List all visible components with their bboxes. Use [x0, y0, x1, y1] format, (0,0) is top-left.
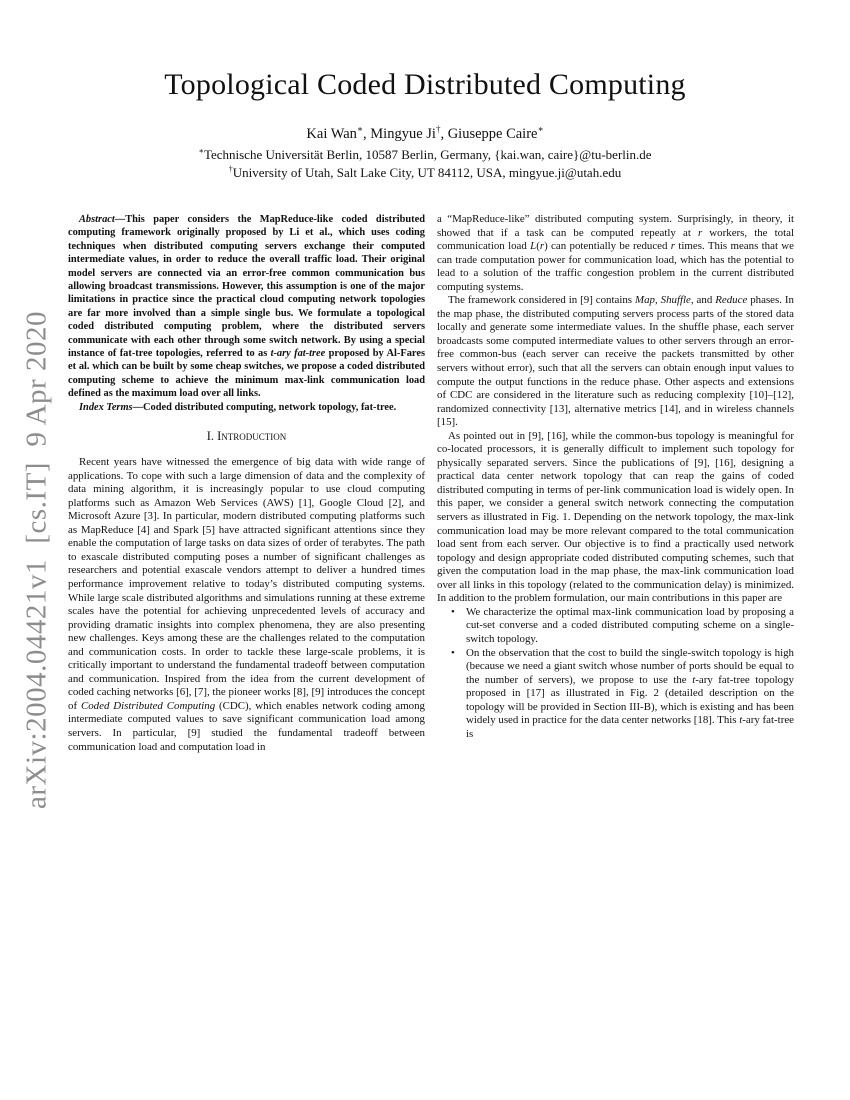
contributions-list — [437, 606, 794, 741]
right-column — [437, 213, 794, 741]
paper-title: Topological Coded Distributed Computing — [164, 68, 686, 101]
introduction-paragraph-1-continued: a “MapReduce-like” distributed computing system. Surprisingly, in theory, it showed that if a task can be computed repeatly at r workers, the total communication load L(r) can potentially be reduced r times. This means that we can trade computation power for communication load, which has the potential to lead to a solution of the traffic congestion problem in the current distributed computing systems. — [437, 213, 794, 293]
affiliation-utah: †University of Utah, Salt Lake City, UT 84112, USA, mingyue.ji@utah.edu — [228, 164, 622, 180]
motivation-paragraph: As pointed out in [9], [16], while the common-bus topology is meaningful for co-located processors, it is generally difficult to implement such topology for physically separated servers. Since the publications of [9], [16], designing a practical data center network topology that can reap the gains of coded distributed computing in terms of per-link communication load is widely open. In this paper, we consider a general switch network connecting the computation servers as illustrated in Fig. 1. Depending on the network topology, the max-link communication load may be more relevant compared to the total communication load sent from each server. Our objective is to find a practically used network topology and design appropriate coded distributed computing schemes, such that given the computation load in the map phase, the max-link communication load over all links in this topology (related to the communication delay) is minimized. In addition to the problem formulation, our main contributions in this paper are — [437, 429, 794, 605]
authors-line: Kai Wan∗, Mingyue Ji†, Giuseppe Caire∗ — [306, 124, 544, 142]
affiliation-tu-berlin: ∗Technische Universität Berlin, 10587 Berlin, Germany, {kai.wan, caire}@tu-berlin.de — [198, 146, 652, 162]
arxiv-identifier-stamp: arXiv:2004.04421v1 [cs.IT] 9 Apr 2020 — [20, 311, 53, 809]
index-terms-paragraph: Index Terms—Coded distributed computing, network topology, fat-tree. — [79, 401, 397, 413]
paper-header — [0, 68, 850, 182]
contribution-item-2: • On the observation that the cost to build the single-switch topology is high (because we need a giant switch whose number of ports should be equal to the number of servers), we propose to use the t-ary fat-tree topology proposed in [17] as illustrated in Fig. 2 (detailed description on the topology will be provided in Section III-B), which is existing and has been widely used in practice for the data center networks [18]. This t-ary fat-tree is — [451, 647, 794, 742]
contribution-item-1: • We characterize the optimal max-link communication load by proposing a cut-set converse and a coded distributed computing scheme on a single-switch topology. — [451, 606, 794, 647]
framework-paragraph: The framework considered in [9] contains Map, Shuffle, and Reduce phases. In the map phase, the distributed computing servers process parts of the stored data locally and generate some intermediate values. In the shuffle phase, each server broadcasts some computed intermediate values to other servers through an error-free common-bus (each server can receive the packets transmitted by other servers without error), such that all the servers can obtain enough input values to compute the output functions in the reduce phase. Other aspects and extensions of CDC are considered in the literature such as reducing complexity [10]–[12], randomized connectivity [13], alternative metrics [14], and in wireless channels [15]. — [437, 294, 794, 429]
section-heading-introduction: I. Introduction — [206, 429, 287, 444]
abstract-paragraph: Abstract—This paper considers the MapReduce-like coded distributed computing framework originally proposed by Li et al., which uses coding techniques when distributed computing servers exchange their computed intermediate values, in order to reduce the overall traffic load. Their original model servers are connected via an error-free common communication bus allowing broadcast transmissions. However, this assumption is one of the major limitations in practice since the practical cloud computing network topologies are far more involved than a simple single bus. We formulate a topological coded distributed computing problem, where the distributed servers communicate with each other through some switch network. By using a special instance of fat-tree topologies, referred to as t-ary fat-tree proposed by Al-Fares et al. which can be built by some cheap switches, we propose a coded distributed computing scheme to achieve the minimum max-link communication load defined as the maximum load over all links. — [68, 214, 425, 400]
affiliations — [0, 146, 850, 182]
introduction-paragraph-1: Recent years have witnessed the emergence of big data with wide range of applications. To cope with such a large dimension of data and the complexity of data mining algorithm, it is increasingly popular to use cloud computing platforms such as Amazon Web Services (AWS) [1], Google Cloud [2], and Microsoft Azure [3]. In particular, modern distributed computing platforms such as MapReduce [4] and Spark [5] have attracted significant attentions since they enable the computation of large tasks on data sizes of order of terabytes. The path to exascale distributed computing poses a number of significant challenges as researchers and potential exascale vendors attempt to deliver a hundred times performance improvement relative to today’s distributed computing systems. While large scale distributed algorithms and simulations running at these extreme scales have the potential for achieving unprecedented levels of accuracy and providing dramatic insights into complex phenomena, they are also presenting new challenges. Keys among these are the challenges related to the computation and communication costs. In order to tackle these large-scale problems, it is critically important to understand the fundamental tradeoff between computation and communication. Inspired from the idea from the current development of coded caching networks [6], [7], the pioneer works [8], [9] introduces the concept of Coded Distributed Computing (CDC), which enables network coding among intermediate computed values to save significant communication load among servers. In particular, [9] studied the fundamental tradeoff between communication load and computation load in — [68, 456, 425, 753]
left-column — [68, 213, 425, 754]
